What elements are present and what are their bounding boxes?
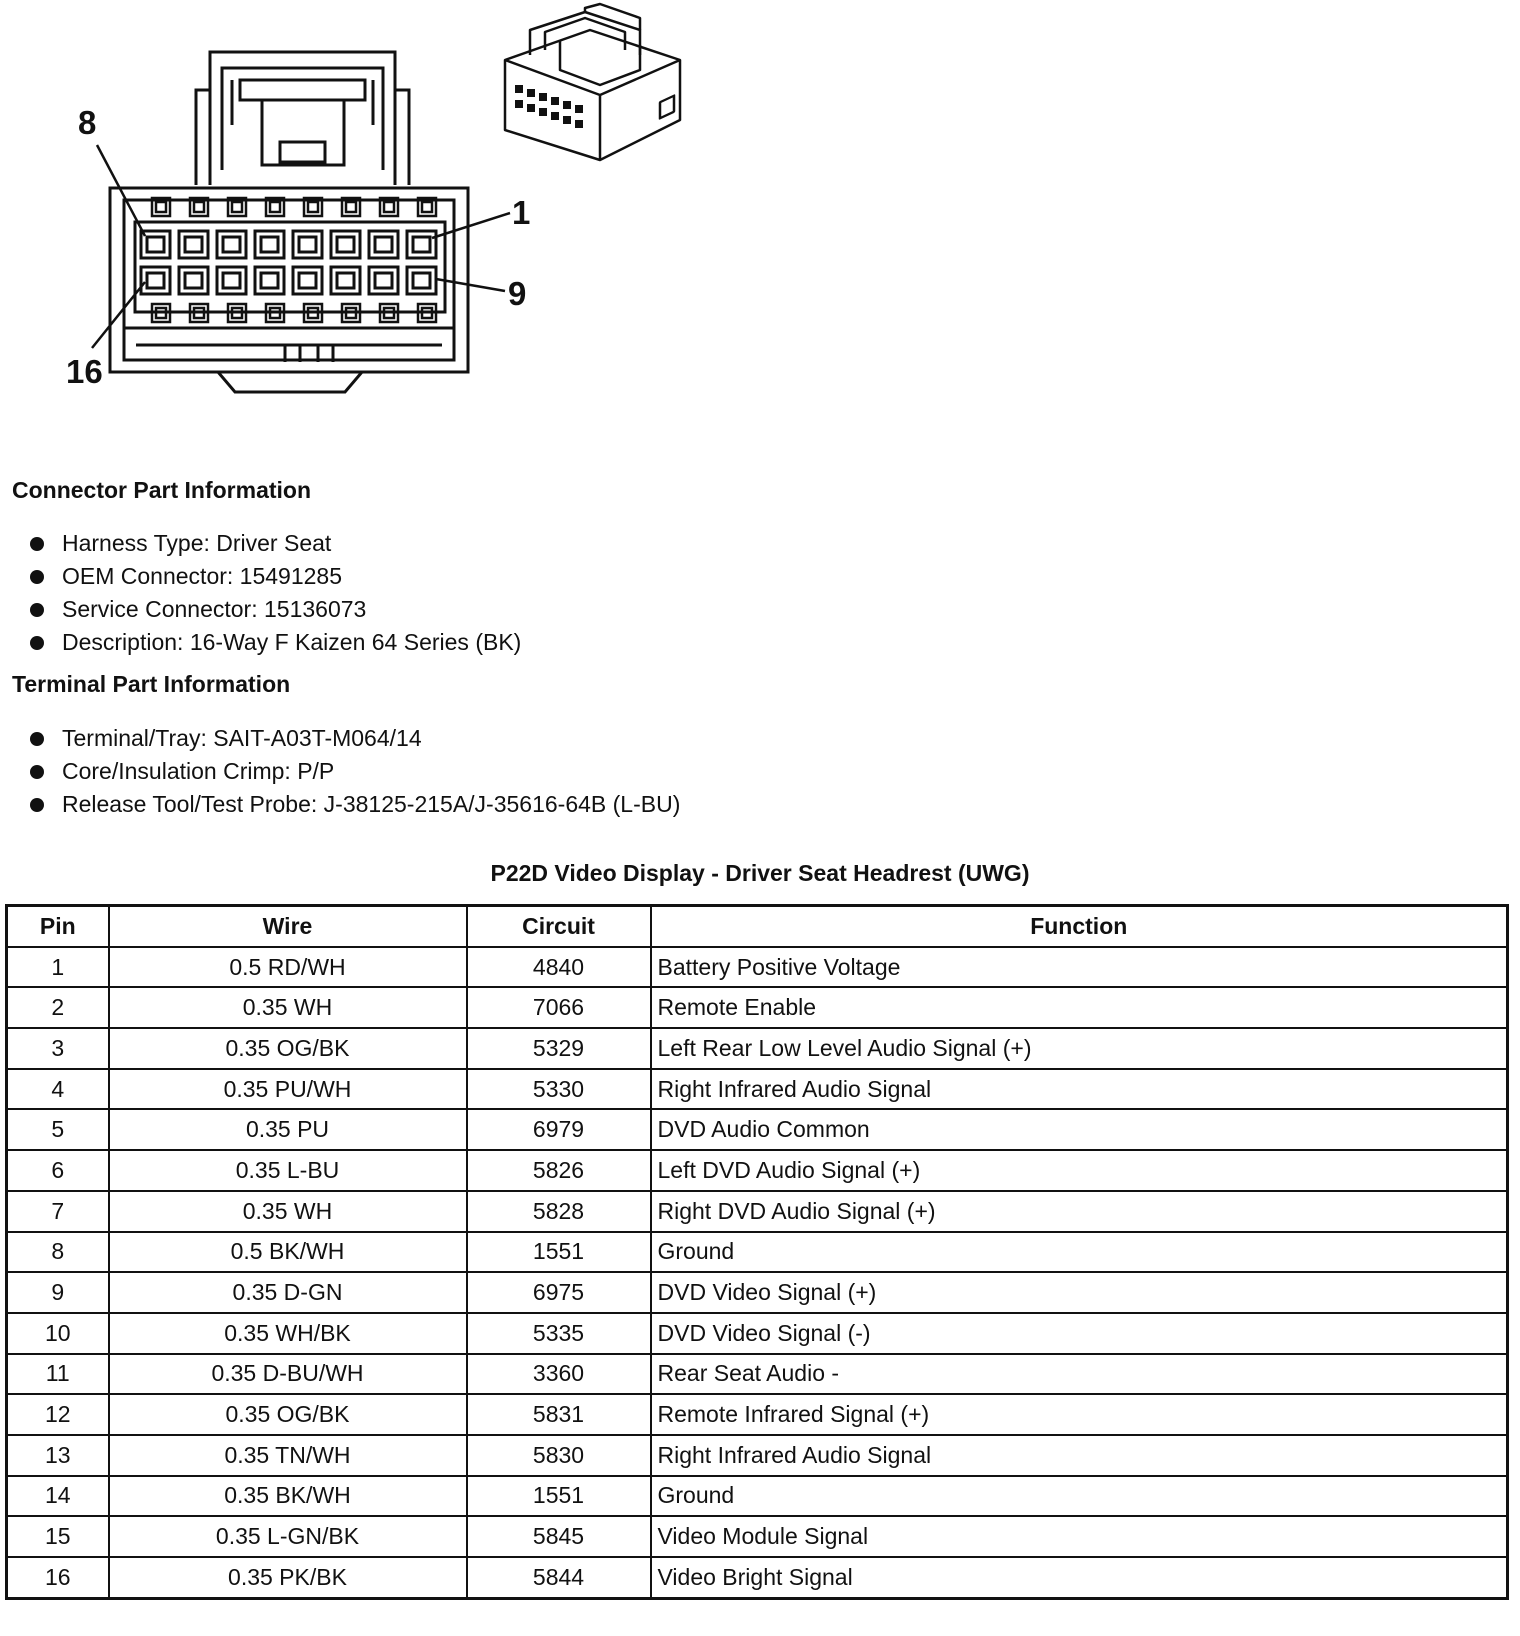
cell-pin: 11 — [7, 1354, 109, 1395]
connector-part-info-list — [12, 527, 521, 659]
cell-circuit: 5335 — [467, 1313, 651, 1354]
list-item — [12, 626, 521, 659]
header-circuit: Circuit — [467, 906, 651, 947]
table-row — [7, 1028, 1508, 1069]
cell-wire: 0.35 D-BU/WH — [109, 1354, 467, 1395]
header-function: Function — [651, 906, 1508, 947]
list-item-text: Service Connector: 15136073 — [62, 596, 367, 622]
cell-wire: 0.35 OG/BK — [109, 1028, 467, 1069]
cell-wire: 0.35 L-BU — [109, 1150, 467, 1191]
cell-circuit: 5330 — [467, 1069, 651, 1110]
cell-circuit: 1551 — [467, 1232, 651, 1273]
table-row — [7, 1435, 1508, 1476]
list-item-text: OEM Connector: 15491285 — [62, 563, 343, 589]
cell-circuit: 6975 — [467, 1272, 651, 1313]
cell-wire: 0.5 BK/WH — [109, 1232, 467, 1273]
table-row — [7, 1191, 1508, 1232]
cell-function: DVD Audio Common — [651, 1109, 1508, 1150]
cell-circuit: 3360 — [467, 1354, 651, 1395]
table-row — [7, 947, 1508, 988]
cell-circuit: 1551 — [467, 1476, 651, 1517]
list-item-text: Description: 16-Way F Kaizen 64 Series (BK) — [62, 629, 522, 655]
connector-part-info-heading: Connector Part Information — [12, 477, 312, 503]
table-row — [7, 1313, 1508, 1354]
cell-circuit: 5828 — [467, 1191, 651, 1232]
cell-wire: 0.35 L-GN/BK — [109, 1516, 467, 1557]
cell-function: Battery Positive Voltage — [651, 947, 1508, 988]
cell-function: Left Rear Low Level Audio Signal (+) — [651, 1028, 1508, 1069]
cell-circuit: 5830 — [467, 1435, 651, 1476]
list-item — [12, 593, 521, 626]
cell-pin: 3 — [7, 1028, 109, 1069]
cell-circuit: 5329 — [467, 1028, 651, 1069]
header-pin: Pin — [7, 906, 109, 947]
cell-pin: 7 — [7, 1191, 109, 1232]
list-item-text: Core/Insulation Crimp: P/P — [62, 758, 335, 784]
cell-function: DVD Video Signal (+) — [651, 1272, 1508, 1313]
cell-circuit: 6979 — [467, 1109, 651, 1150]
cell-wire: 0.35 WH — [109, 987, 467, 1028]
table-title: P22D Video Display - Driver Seat Headrest (UWG) — [490, 860, 1030, 886]
table-row — [7, 1557, 1508, 1598]
cell-function: Remote Infrared Signal (+) — [651, 1394, 1508, 1435]
connector-face-drawing — [0, 0, 740, 420]
cell-wire: 0.35 D-GN — [109, 1272, 467, 1313]
table-row — [7, 1272, 1508, 1313]
list-item-text: Harness Type: Driver Seat — [62, 530, 332, 556]
cell-circuit: 7066 — [467, 987, 651, 1028]
pin-label-16: 16 — [66, 353, 103, 390]
table-row — [7, 1109, 1508, 1150]
cell-pin: 5 — [7, 1109, 109, 1150]
bullet-icon — [30, 798, 44, 812]
cell-wire: 0.5 RD/WH — [109, 947, 467, 988]
cell-pin: 15 — [7, 1516, 109, 1557]
cell-wire: 0.35 WH — [109, 1191, 467, 1232]
cell-wire: 0.35 PK/BK — [109, 1557, 467, 1598]
cell-wire: 0.35 BK/WH — [109, 1476, 467, 1517]
cell-function: DVD Video Signal (-) — [651, 1313, 1508, 1354]
bullet-icon — [30, 732, 44, 746]
cell-wire: 0.35 PU — [109, 1109, 467, 1150]
connector-diagram — [0, 0, 740, 420]
pin-label-1: 1 — [512, 194, 531, 231]
cell-pin: 6 — [7, 1150, 109, 1191]
cell-pin: 13 — [7, 1435, 109, 1476]
table-header-row — [7, 906, 1508, 947]
cell-wire: 0.35 PU/WH — [109, 1069, 467, 1110]
cell-function: Rear Seat Audio - — [651, 1354, 1508, 1395]
cell-circuit: 4840 — [467, 947, 651, 988]
cell-wire: 0.35 OG/BK — [109, 1394, 467, 1435]
bullet-icon — [30, 570, 44, 584]
list-item — [12, 755, 680, 788]
bullet-icon — [30, 603, 44, 617]
cell-function: Ground — [651, 1232, 1508, 1273]
cell-wire: 0.35 WH/BK — [109, 1313, 467, 1354]
cell-pin: 2 — [7, 987, 109, 1028]
cell-pin: 1 — [7, 947, 109, 988]
cell-circuit: 5831 — [467, 1394, 651, 1435]
list-item — [12, 788, 680, 821]
list-item — [12, 722, 680, 755]
cell-function: Video Bright Signal — [651, 1557, 1508, 1598]
list-item-text: Release Tool/Test Probe: J-38125-215A/J-35616-64B (L-BU) — [62, 791, 681, 817]
cell-function: Video Module Signal — [651, 1516, 1508, 1557]
table-row — [7, 1476, 1508, 1517]
cell-circuit: 5845 — [467, 1516, 651, 1557]
pin-label-8: 8 — [78, 104, 97, 141]
list-item — [12, 527, 521, 560]
terminal-part-info-list — [12, 722, 680, 821]
cell-circuit: 5826 — [467, 1150, 651, 1191]
table-row — [7, 1150, 1508, 1191]
cell-function: Right Infrared Audio Signal — [651, 1069, 1508, 1110]
pinout-table — [5, 904, 1509, 1600]
cell-pin: 8 — [7, 1232, 109, 1273]
bullet-icon — [30, 636, 44, 650]
cell-pin: 12 — [7, 1394, 109, 1435]
table-row — [7, 1232, 1508, 1273]
table-row — [7, 1516, 1508, 1557]
cell-pin: 14 — [7, 1476, 109, 1517]
cell-pin: 9 — [7, 1272, 109, 1313]
table-row — [7, 1394, 1508, 1435]
table-row — [7, 1069, 1508, 1110]
cell-wire: 0.35 TN/WH — [109, 1435, 467, 1476]
cell-function: Right DVD Audio Signal (+) — [651, 1191, 1508, 1232]
cell-function: Right Infrared Audio Signal — [651, 1435, 1508, 1476]
list-item — [12, 560, 521, 593]
pin-label-9: 9 — [508, 275, 527, 312]
header-wire: Wire — [109, 906, 467, 947]
terminal-part-info-heading: Terminal Part Information — [12, 671, 291, 697]
cell-circuit: 5844 — [467, 1557, 651, 1598]
bullet-icon — [30, 537, 44, 551]
cell-pin: 16 — [7, 1557, 109, 1598]
cell-function: Remote Enable — [651, 987, 1508, 1028]
bullet-icon — [30, 765, 44, 779]
list-item-text: Terminal/Tray: SAIT-A03T-M064/14 — [62, 725, 422, 751]
table-row — [7, 1354, 1508, 1395]
cell-function: Left DVD Audio Signal (+) — [651, 1150, 1508, 1191]
cell-pin: 10 — [7, 1313, 109, 1354]
table-row — [7, 987, 1508, 1028]
cell-function: Ground — [651, 1476, 1508, 1517]
cell-pin: 4 — [7, 1069, 109, 1110]
